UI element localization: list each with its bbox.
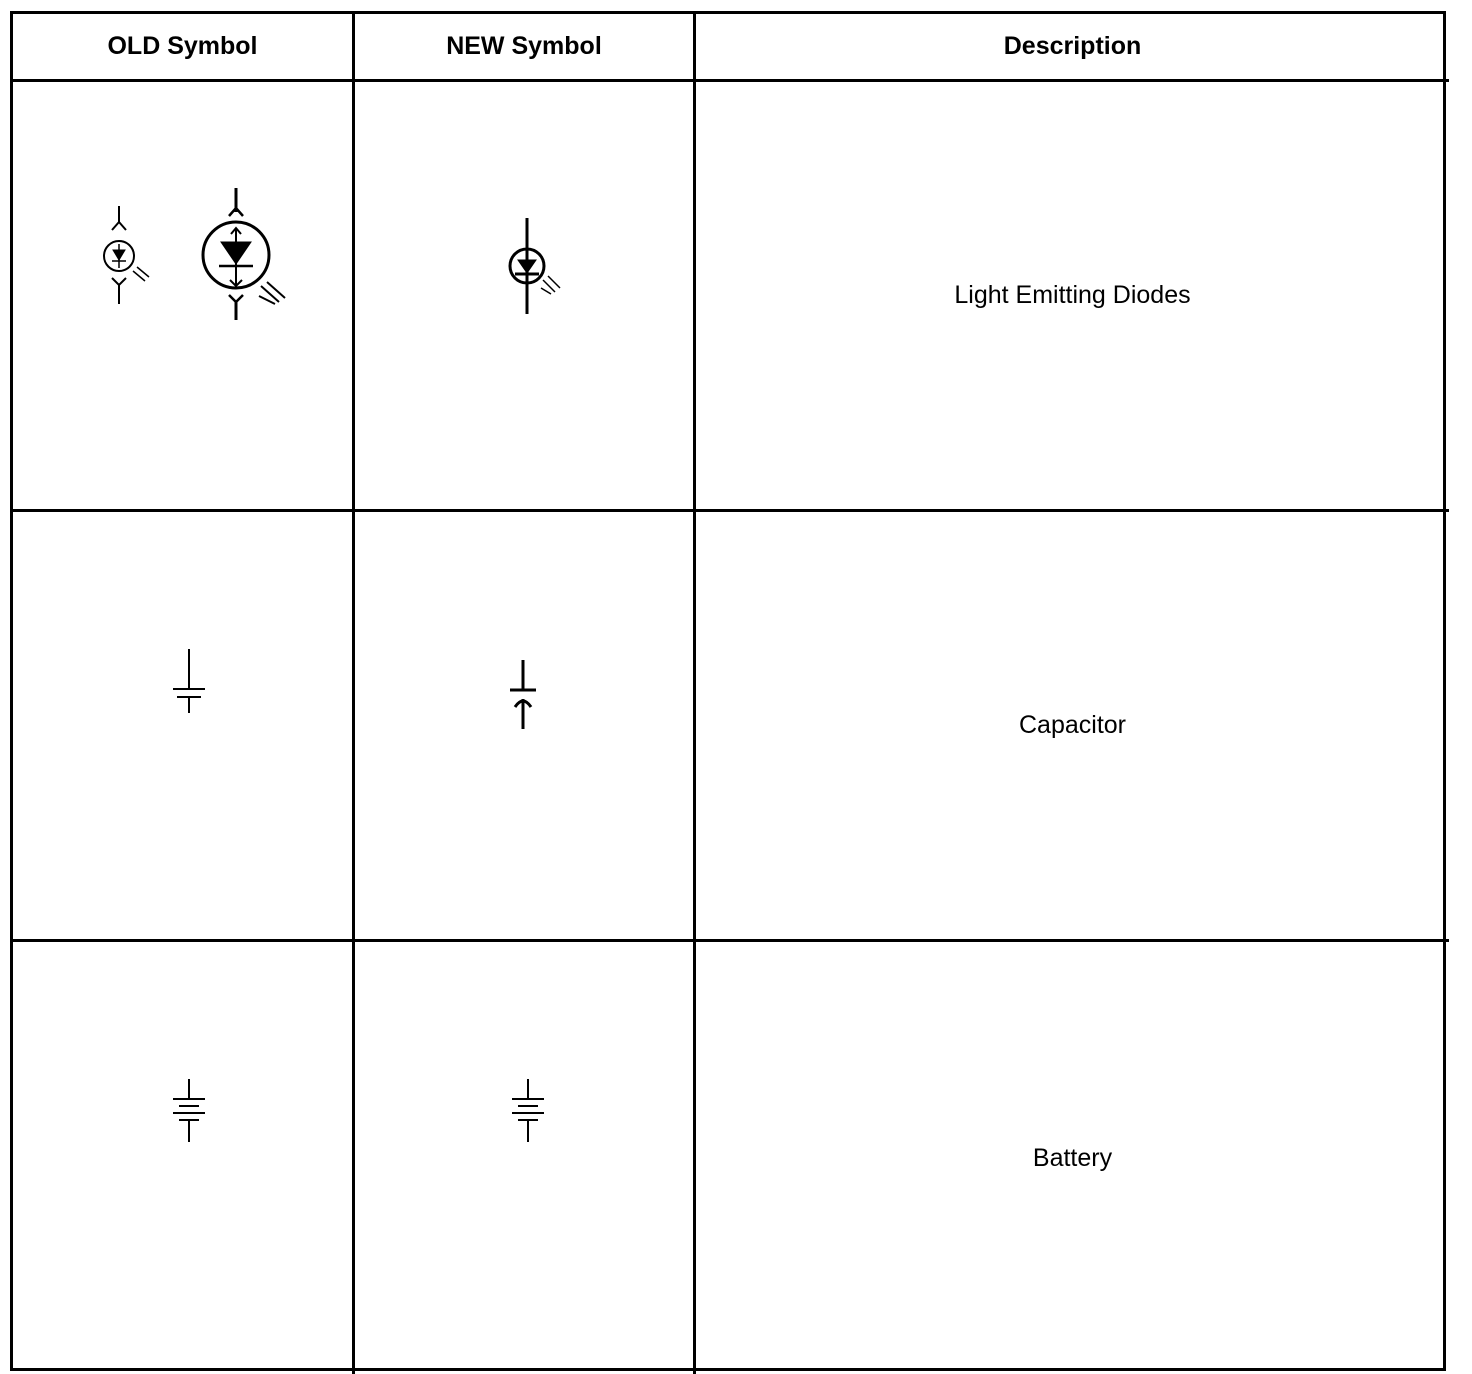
header-new-symbol: NEW Symbol (355, 14, 696, 82)
battery-old-icon (13, 942, 352, 1371)
table-row-led-new (355, 82, 696, 512)
table-row-battery-description (696, 942, 1449, 1374)
table-row-led-old (13, 82, 355, 512)
led-new-icon (355, 82, 693, 509)
table-row-capacitor-description (696, 512, 1449, 942)
description-text: Light Emitting Diodes (954, 281, 1191, 309)
table-row-capacitor-old (13, 512, 355, 942)
capacitor-old-icon (13, 512, 352, 939)
capacitor-new-icon (355, 512, 693, 939)
table-row-battery-new (355, 942, 696, 1374)
battery-new-icon (355, 942, 693, 1371)
description-text: Capacitor (1019, 711, 1126, 739)
table-row-capacitor-new (355, 512, 696, 942)
table-row-led-description (696, 82, 1449, 512)
description-text: Battery (1032, 1143, 1113, 1172)
symbol-table (10, 11, 1446, 1371)
header-old-symbol: OLD Symbol (13, 14, 355, 82)
led-old-icon (13, 82, 352, 509)
header-description: Description (696, 14, 1449, 82)
table-row-battery-old (13, 942, 355, 1374)
